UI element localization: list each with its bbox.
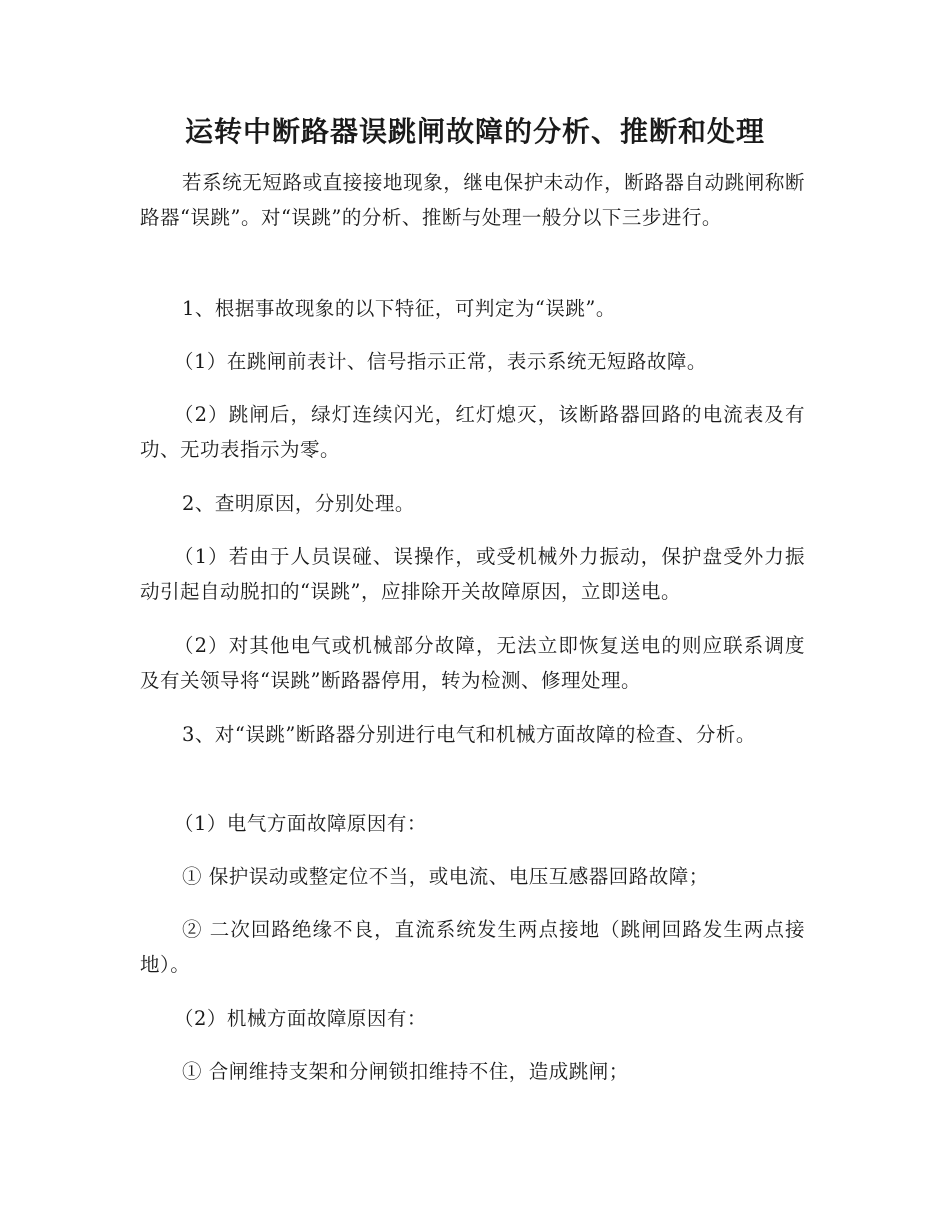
- paragraph-intro: 若系统无短路或直接接地现象，继电保护未动作，断路器自动跳闸称断路器“误跳”。对“误跳”的分析、推断与处理一般分以下三步进行。: [140, 171, 805, 229]
- paragraph-step-3-item-2: （2）机械方面故障原因有：: [174, 1007, 427, 1030]
- paragraph-step-3: 3、对“误跳”断路器分别进行电气和机械方面故障的检查、分析。: [182, 723, 756, 746]
- paragraph-step-1-item-1: （1）在跳闸前表计、信号指示正常，表示系统无短路故障。: [174, 350, 707, 373]
- paragraph-electrical-cause-1: ① 保护误动或整定位不当，或电流、电压互感器回路故障；: [182, 865, 709, 888]
- paragraph-step-1: 1、根据事故现象的以下特征，可判定为“误跳”。: [182, 297, 616, 320]
- document-title: 运转中断路器误跳闸故障的分析、推断和处理: [184, 115, 765, 148]
- paragraph-electrical-cause-2: ② 二次回路绝缘不良，直流系统发生两点接地（跳闸回路发生两点接地）。: [140, 918, 805, 976]
- paragraph-step-2-item-2: （2）对其他电气或机械部分故障，无法立即恢复送电的则应联系调度及有关领导将“误跳”断路器停用，转为检测、修理处理。: [140, 634, 805, 692]
- paragraph-step-3-item-1: （1）电气方面故障原因有：: [174, 812, 427, 835]
- paragraph-mechanical-cause-1: ① 合闸维持支架和分闸锁扣维持不住，造成跳闸；: [182, 1060, 629, 1083]
- paragraph-step-2-item-1: （1）若由于人员误碰、误操作，或受机械外力振动，保护盘受外力振动引起自动脱扣的“误跳”，应排除开关故障原因，立即送电。: [140, 545, 805, 603]
- paragraph-step-1-item-2: （2）跳闸后，绿灯连续闪光，红灯熄灭，该断路器回路的电流表及有功、无功表指示为零。: [140, 403, 805, 461]
- paragraph-step-2: 2、查明原因，分别处理。: [182, 492, 415, 515]
